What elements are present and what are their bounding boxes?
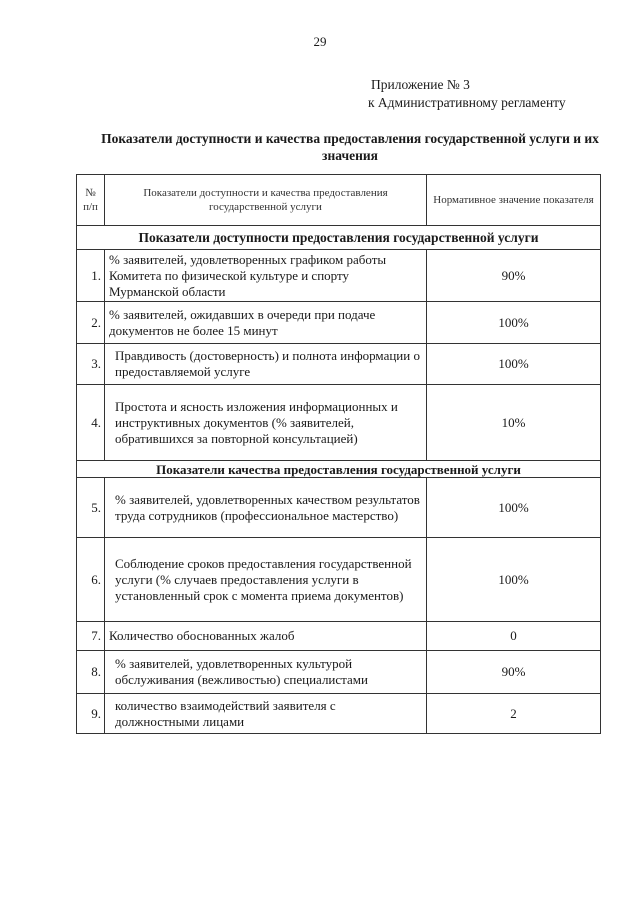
row-number: 3. <box>77 344 105 385</box>
row-value: 10% <box>427 385 601 461</box>
row-indicator: Простота и ясность изложения информационных и инструктивных документов (% заявителей, обратившихся за повторной консультацией) <box>105 385 427 461</box>
table-row <box>77 651 601 694</box>
row-value: 100% <box>427 478 601 538</box>
row-indicator: % заявителей, удовлетворенных графиком работы Комитета по физической культуре и спорту Мурманской области <box>105 250 427 302</box>
table-row <box>77 344 601 385</box>
row-number: 2. <box>77 302 105 344</box>
table-row <box>77 250 601 302</box>
row-number: 5. <box>77 478 105 538</box>
appendix-line-1: Приложение № 3 <box>371 77 470 92</box>
row-value: 90% <box>427 651 601 694</box>
row-indicator: % заявителей, ожидавших в очереди при подаче документов не более 15 минут <box>105 302 427 344</box>
header-value: Нормативное значение показателя <box>427 175 601 226</box>
row-indicator: % заявителей, удовлетворенных культурой обслуживания (вежливостью) специалистами <box>105 651 427 694</box>
row-indicator: % заявителей, удовлетворенных качеством результатов труда сотрудников (профессиональное мастерство) <box>105 478 427 538</box>
row-number: 4. <box>77 385 105 461</box>
indicators-table <box>76 174 601 734</box>
row-value: 90% <box>427 250 601 302</box>
row-number: 8. <box>77 651 105 694</box>
header-indicator: Показатели доступности и качества предоставления государственной услуги <box>105 175 427 226</box>
row-value: 100% <box>427 538 601 622</box>
row-value: 2 <box>427 694 601 734</box>
row-number: 1. <box>77 250 105 302</box>
row-value: 0 <box>427 622 601 651</box>
section-row-quality <box>77 461 601 478</box>
row-indicator: Соблюдение сроков предоставления государственной услуги (% случаев предоставления услуги в установленный срок с момента приема документов) <box>105 538 427 622</box>
page-number: 29 <box>313 34 327 49</box>
section-row-availability <box>77 226 601 250</box>
row-value: 100% <box>427 344 601 385</box>
table-row <box>77 694 601 734</box>
row-value: 100% <box>427 302 601 344</box>
table-header-row <box>77 175 601 226</box>
table-row <box>77 622 601 651</box>
row-indicator: Правдивость (достоверность) и полнота информации о предоставляемой услуге <box>105 344 427 385</box>
appendix-note <box>368 76 566 112</box>
section-heading-availability: Показатели доступности предоставления государственной услуги <box>77 226 601 250</box>
row-number: 9. <box>77 694 105 734</box>
table-row <box>77 385 601 461</box>
row-number: 6. <box>77 538 105 622</box>
row-number: 7. <box>77 622 105 651</box>
document-title: Показатели доступности и качества предоставления государственной услуги и их значения <box>101 131 599 163</box>
appendix-line-2: к Административному регламенту <box>368 95 566 110</box>
table-row <box>77 478 601 538</box>
section-heading-quality: Показатели качества предоставления государственной услуги <box>77 461 601 478</box>
row-indicator: Количество обоснованных жалоб <box>105 622 427 651</box>
row-indicator: количество взаимодействий заявителя с должностными лицами <box>105 694 427 734</box>
table-row <box>77 302 601 344</box>
header-num: № п/п <box>77 175 105 226</box>
table-row <box>77 538 601 622</box>
